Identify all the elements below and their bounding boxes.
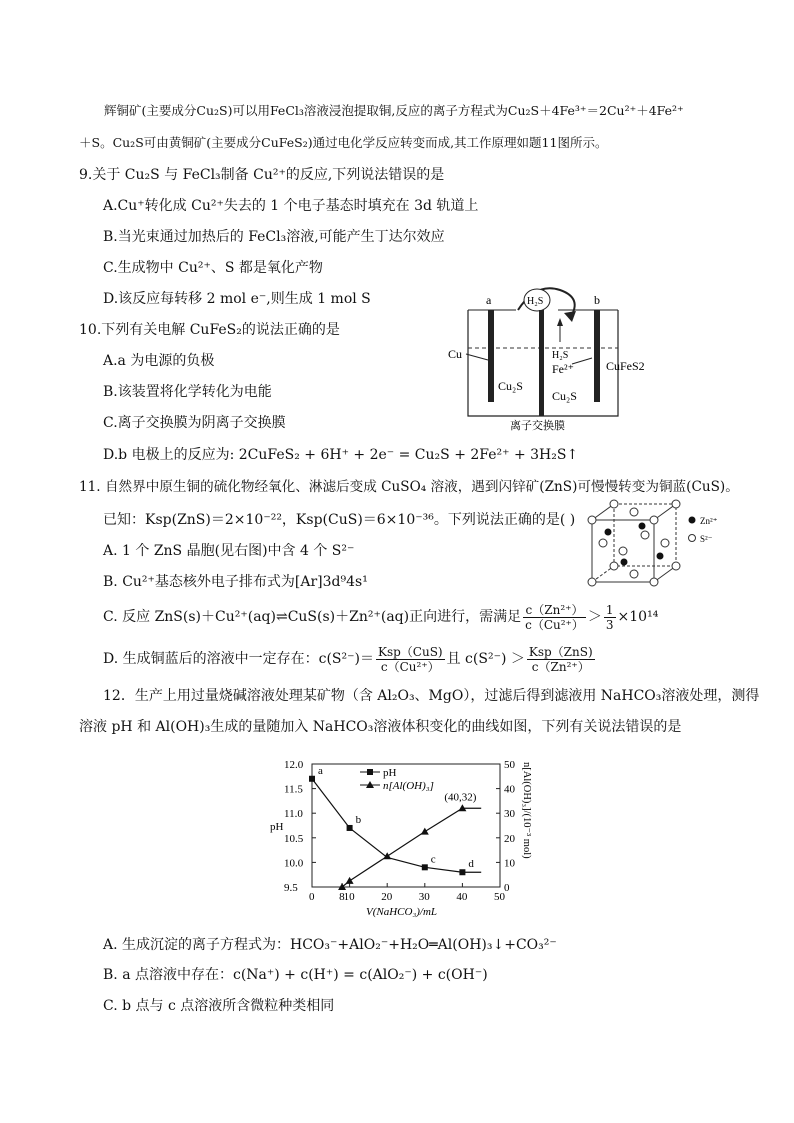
y-right-tick-label: 10	[504, 857, 515, 870]
q11-option-a: A. 1 个 ZnS 晶胞(见右图)中含 4 个 S²⁻	[103, 543, 355, 559]
ph-point	[422, 864, 428, 870]
y-left-tick-label: 10.0	[284, 857, 304, 870]
y-left-tick-label: 12.0	[284, 759, 304, 771]
q9-option-a: A.Cu⁺转化成 Cu²⁺失去的 1 个电子基态时填充在 3d 轨道上	[103, 198, 479, 214]
q11-c-exponent: ×10¹⁴	[617, 609, 659, 625]
q11-d-mid: 且 c(S²⁻) ＞	[446, 651, 525, 667]
q11-d-denominator-2: c（Zn²⁺）	[531, 659, 590, 674]
intro-line-2: ＋S。Cu₂S可由黄铜矿(主要成分CuFeS₂)通过电化学反应转变而成,其工作原理如题11图所示。	[79, 135, 608, 150]
legend-aloh3: n[Al(OH)₃]	[383, 780, 434, 792]
zns-crystal-cell-figure	[584, 498, 734, 598]
legend-zn: Zn²⁺	[700, 516, 718, 526]
q10-option-c: C.离子交换膜为阴离子交换膜	[103, 415, 286, 431]
q11-c-third	[604, 603, 616, 632]
q11-d-fraction-1	[376, 645, 445, 674]
x-tick-label: 10	[343, 891, 355, 903]
cufes2-label: CuFeS2	[606, 359, 645, 373]
y-right-tick-label: 40	[504, 783, 515, 796]
q9-option-b: B.当光束通过加热后的 FeCl₃溶液,可能产生丁达尔效应	[103, 229, 445, 245]
y-right-axis-label: n[Al(OH)₃]/(10⁻³ mol)	[521, 762, 532, 859]
ph-point-label: c	[430, 853, 436, 866]
electrode-a-label: a	[486, 293, 492, 307]
q11-known: 已知：Ksp(ZnS)＝2×10⁻²²，Ksp(CuS)＝6×10⁻³⁶。下列说法正确的是( )	[103, 512, 576, 528]
y-right-tick-label: 30	[504, 808, 515, 821]
electrode-b	[594, 310, 600, 402]
q11-option-c	[103, 600, 658, 634]
q11-c-one: 1	[605, 602, 614, 617]
cu2s-left-label: Cu₂S	[498, 379, 523, 393]
membrane-label: 离子交换膜	[510, 420, 565, 432]
ph-point-label: b	[355, 813, 362, 826]
q12-stem-2: 溶液 pH 和 Al(OH)₃生成的量随加入 NaHCO₃溶液体积变化的曲线如图，下列有关说法错误的是	[79, 719, 682, 735]
q11-c-fraction	[523, 603, 586, 632]
intro-line-1: 辉铜矿(主要成分Cu₂S)可以用FeCl₃溶液浸泡提取铜,反应的离子方程式为Cu₂S＋4Fe³⁺＝2Cu²⁺＋4Fe²⁺	[104, 103, 684, 118]
q11-d-fraction-2	[527, 645, 595, 674]
legend-s: S²⁻	[700, 534, 713, 544]
h2s-mid-label: H₂S	[552, 350, 569, 361]
ph-point	[309, 776, 315, 782]
q11-d-numerator-1: Ksp（CuS)	[377, 644, 443, 659]
legend-ph: pH	[383, 767, 397, 779]
y-left-tick-label: 11.0	[284, 808, 303, 821]
ph-aloh3-chart	[262, 754, 542, 922]
ph-point	[459, 869, 465, 875]
q11-option-d	[103, 642, 597, 676]
q11-c-denominator: c（Cu²⁺）	[525, 617, 584, 632]
aloh3-point	[421, 828, 429, 835]
q10-option-b: B.该装置将化学转化为电能	[103, 384, 272, 400]
cu2s-right-label: Cu₂S	[552, 389, 577, 403]
q12-option-b: B. a 点溶液中存在：c(Na⁺) + c(H⁺) = c(AlO₂⁻) + c(OH⁻)	[103, 967, 488, 983]
q10-option-d: D.b 电极上的反应为: 2CuFeS₂ + 6H⁺ + 2e⁻ = Cu₂S + 2Fe²⁺ + 3H₂S↑	[103, 447, 579, 463]
electrode-a	[488, 310, 494, 402]
q11-stem: 11. 自然界中原生铜的硫化物经氧化、淋滤后变成 CuSO₄ 溶液，遇到闪锌矿(ZnS)可慢慢转变为铜蓝(CuS)。	[79, 479, 739, 495]
electrode-b-label: b	[594, 293, 600, 307]
ion-exchange-membrane	[539, 310, 544, 416]
y-right-tick-label: 0	[504, 882, 510, 894]
y-right-tick-label: 50	[504, 759, 515, 771]
q11-c-numerator: c（Zn²⁺）	[523, 603, 586, 618]
q11-option-b: B. Cu²⁺基态核外电子排布式为[Ar]3d⁹4s¹	[103, 574, 368, 590]
x-tick-label: 30	[418, 891, 430, 903]
q11-d-denominator-1: c（Cu²⁺）	[380, 659, 440, 674]
x-tick-label: 20	[381, 891, 393, 903]
q11-c-text: C. 反应 ZnS(s)＋Cu²⁺(aq)⇌CuS(s)＋Zn²⁺(aq)正向进行，需满足	[103, 609, 522, 625]
q9-stem: 9.关于 Cu₂S 与 FeCl₃制备 Cu²⁺的反应,下列说法错误的是	[79, 167, 445, 183]
q11-c-three: 3	[605, 617, 614, 632]
y-left-axis-label: pH	[270, 821, 284, 833]
fe2-label: Fe²⁺	[552, 362, 574, 376]
ph-point-label: a	[318, 764, 323, 777]
q11-d-text: D. 生成铜蓝后的溶液中一定存在：c(S²⁻)＝	[103, 651, 374, 667]
y-left-tick-label: 10.5	[284, 832, 304, 845]
q9-option-c: C.生成物中 Cu²⁺、S 都是氧化产物	[103, 260, 323, 276]
q11-d-numerator-2: Ksp（ZnS)	[528, 644, 593, 659]
q12-option-c: C. b 点与 c 点溶液所含微粒种类相同	[103, 998, 335, 1014]
y-right-tick-label: 20	[504, 832, 515, 845]
y-left-tick-label: 11.5	[284, 783, 303, 796]
x-tick-label: 8	[339, 891, 345, 903]
aloh3-point	[346, 877, 354, 884]
q10-stem: 10.下列有关电解 CuFeS₂的说法正确的是	[79, 322, 340, 338]
cu-label: Cu	[448, 347, 463, 361]
h2s-top-label: H₂S	[527, 296, 544, 307]
ph-point-label: d	[468, 858, 474, 871]
x-tick-label: 40	[456, 891, 468, 903]
electrolysis-cell-figure	[448, 280, 645, 432]
y-left-tick-label: 9.5	[284, 882, 298, 894]
q10-option-a: A.a 为电源的负极	[103, 353, 215, 369]
x-tick-label: 0	[309, 891, 315, 903]
q12-option-a: A. 生成沉淀的离子方程式为：HCO₃⁻+AlO₂⁻+H₂O═Al(OH)₃↓+CO₃²⁻	[103, 937, 557, 953]
q9-option-d: D.该反应每转移 2 mol e⁻,则生成 1 mol S	[103, 291, 371, 307]
x-tick-label: 50	[494, 891, 505, 903]
annotation-40-32: (40,32)	[444, 791, 477, 804]
q11-c-gt: ＞	[587, 609, 602, 625]
ph-point	[347, 825, 353, 831]
x-axis-label: V(NaHCO₃)/mL	[366, 906, 438, 918]
q12-stem-1: 12．生产上用过量烧碱溶液处理某矿物（含 Al₂O₃、MgO），过滤后得到滤液用 NaHCO₃溶液处理，测得	[103, 688, 760, 704]
